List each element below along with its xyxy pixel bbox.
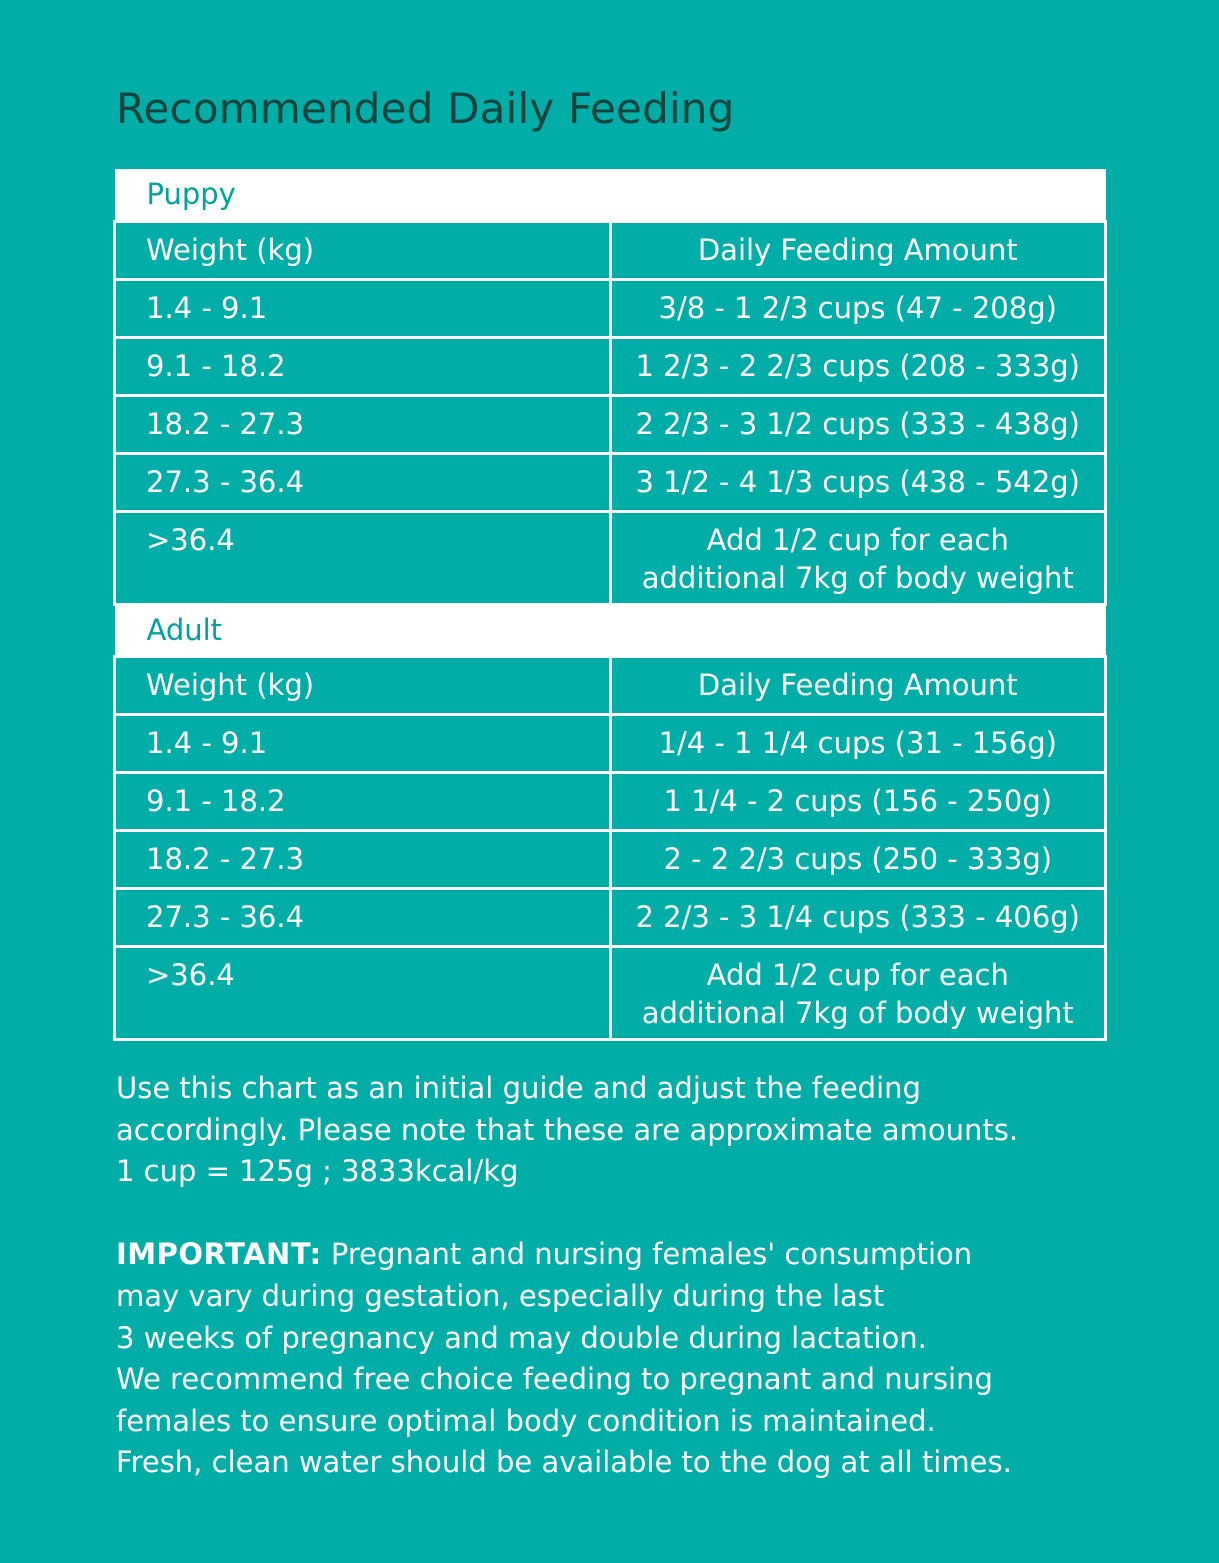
amount-line: Add 1/2 cup for each bbox=[706, 957, 1009, 992]
important-note-first-line bbox=[116, 1234, 1106, 1276]
puppy-weight-header: Weight (kg) bbox=[115, 221, 611, 279]
amount-cell: 2 2/3 - 3 1/2 cups (333 - 438g) bbox=[610, 395, 1106, 453]
amount-cell: 3/8 - 1 2/3 cups (47 - 208g) bbox=[610, 279, 1106, 337]
weight-cell: 1.4 - 9.1 bbox=[115, 714, 611, 772]
adult-column-header-row bbox=[115, 656, 1106, 714]
weight-cell: 27.3 - 36.4 bbox=[115, 453, 611, 511]
amount-cell: 3 1/2 - 4 1/3 cups (438 - 542g) bbox=[610, 453, 1106, 511]
guide-note-line: accordingly. Please note that these are approximate amounts. bbox=[116, 1112, 1019, 1147]
table-row bbox=[115, 830, 1106, 888]
weight-cell: >36.4 bbox=[115, 511, 611, 604]
amount-cell: 2 - 2 2/3 cups (250 - 333g) bbox=[610, 830, 1106, 888]
weight-cell: 27.3 - 36.4 bbox=[115, 888, 611, 946]
guide-note-line: Use this chart as an initial guide and adjust the feeding bbox=[116, 1071, 921, 1105]
amount-cell: 1 2/3 - 2 2/3 cups (208 - 333g) bbox=[610, 337, 1106, 395]
table-row bbox=[115, 888, 1106, 946]
puppy-column-header-row bbox=[115, 221, 1106, 279]
table-row bbox=[115, 279, 1106, 337]
adult-section-label: Adult bbox=[115, 604, 1106, 656]
amount-line: additional 7kg of body weight bbox=[641, 560, 1074, 595]
important-note-text: Pregnant and nursing females' consumption bbox=[321, 1237, 973, 1272]
table-row bbox=[115, 511, 1106, 604]
table-row bbox=[115, 714, 1106, 772]
table-row bbox=[115, 453, 1106, 511]
weight-cell: 9.1 - 18.2 bbox=[115, 337, 611, 395]
weight-cell: >36.4 bbox=[115, 946, 611, 1039]
table-row bbox=[115, 946, 1106, 1039]
important-note-line: Fresh, clean water should be available to the dog at all times. bbox=[116, 1445, 1012, 1480]
important-label: IMPORTANT: bbox=[116, 1237, 322, 1272]
weight-cell: 18.2 - 27.3 bbox=[115, 395, 611, 453]
amount-cell: 1 1/4 - 2 cups (156 - 250g) bbox=[610, 772, 1106, 830]
important-note-line: females to ensure optimal body condition is maintained. bbox=[116, 1403, 936, 1438]
guide-note-line: 1 cup = 125g ; 3833kcal/kg bbox=[116, 1154, 519, 1189]
amount-line: additional 7kg of body weight bbox=[641, 995, 1074, 1030]
feeding-notes bbox=[116, 1068, 1106, 1484]
amount-cell: 1/4 - 1 1/4 cups (31 - 156g) bbox=[610, 714, 1106, 772]
amount-cell bbox=[610, 511, 1106, 604]
adult-amount-header: Daily Feeding Amount bbox=[610, 656, 1106, 714]
adult-weight-header: Weight (kg) bbox=[115, 656, 611, 714]
table-row bbox=[115, 395, 1106, 453]
weight-cell: 18.2 - 27.3 bbox=[115, 830, 611, 888]
important-note-line: 3 weeks of pregnancy and may double during lactation. bbox=[116, 1320, 927, 1355]
amount-cell: 2 2/3 - 3 1/4 cups (333 - 406g) bbox=[610, 888, 1106, 946]
feeding-table bbox=[113, 169, 1107, 1041]
weight-cell: 1.4 - 9.1 bbox=[115, 279, 611, 337]
page-title: Recommended Daily Feeding bbox=[116, 84, 735, 133]
amount-line: Add 1/2 cup for each bbox=[706, 522, 1009, 557]
important-note-line: may vary during gestation, especially during the last bbox=[116, 1278, 885, 1313]
table-row bbox=[115, 337, 1106, 395]
puppy-section-label: Puppy bbox=[115, 169, 1106, 221]
weight-cell: 9.1 - 18.2 bbox=[115, 772, 611, 830]
adult-section-header bbox=[115, 604, 1106, 656]
puppy-section-header bbox=[115, 169, 1106, 221]
puppy-amount-header: Daily Feeding Amount bbox=[610, 221, 1106, 279]
table-row bbox=[115, 772, 1106, 830]
important-note-line: We recommend free choice feeding to pregnant and nursing bbox=[116, 1362, 993, 1397]
amount-cell bbox=[610, 946, 1106, 1039]
